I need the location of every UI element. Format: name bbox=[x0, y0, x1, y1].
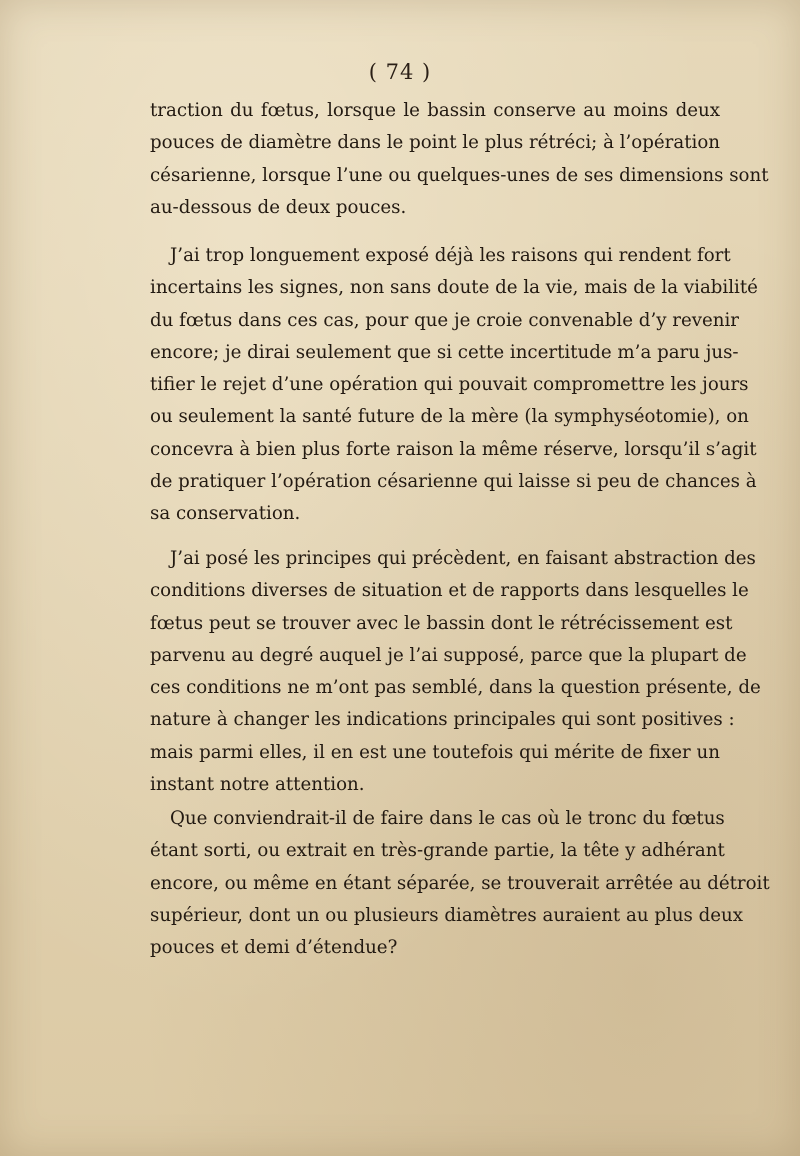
text-line: concevra à bien plus forte raison la même réserve, lorsqu’il s’agit bbox=[150, 438, 757, 460]
text-line: encore, ou même en étant séparée, se trouverait arrêtée au détroit bbox=[150, 872, 770, 894]
paragraph-2 bbox=[150, 240, 758, 531]
text-line: conditions diverses de situation et de rapports dans lesquelles le bbox=[150, 580, 749, 602]
text-line: de pratiquer l’opération césarienne qui laisse si peu de chances à bbox=[150, 471, 757, 493]
text-line: incertains les signes, non sans doute de la vie, mais de la viabilité bbox=[150, 277, 758, 299]
text-line: parvenu au degré auquel je l’ai supposé, parce que la plupart de bbox=[150, 644, 747, 666]
text-line: traction du fœtus, lorsque le bassin conserve au moins deux bbox=[150, 100, 720, 121]
text-line: sa conservation. bbox=[150, 503, 301, 525]
text-line: supérieur, dont un ou plusieurs diamètres auraient au plus deux bbox=[150, 904, 744, 926]
paragraph-3 bbox=[150, 543, 761, 801]
text-line: pouces et demi d’étendue? bbox=[150, 937, 398, 959]
text-line: instant notre attention. bbox=[150, 774, 365, 796]
text-line: J’ai trop longuement exposé déjà les raisons qui rendent fort bbox=[170, 245, 731, 266]
text-line: au-dessous de deux pouces. bbox=[150, 196, 407, 218]
text-line: mais parmi elles, il en est une toutefois qui mérite de fixer un bbox=[150, 741, 720, 763]
text-line: J’ai posé les principes qui précèdent, en faisant abstraction des bbox=[170, 548, 756, 569]
text-line: du fœtus dans ces cas, pour que je croie convenable d’y revenir bbox=[150, 309, 739, 331]
text-line: ou seulement la santé future de la mère (la symphyséotomie), on bbox=[150, 406, 749, 428]
text-line: Que conviendrait-il de faire dans le cas où le tronc du fœtus bbox=[170, 808, 725, 829]
paragraph-4 bbox=[150, 803, 770, 964]
text-line: fœtus peut se trouver avec le bassin dont le rétrécissement est bbox=[150, 612, 733, 634]
text-line: césarienne, lorsque l’une ou quelques-unes de ses dimensions sont bbox=[150, 164, 769, 186]
text-line: pouces de diamètre dans le point le plus rétréci; à l’opération bbox=[150, 132, 720, 154]
text-line: tifier le rejet d’une opération qui pouvait compromettre les jours bbox=[150, 374, 749, 396]
text-line: nature à changer les indications principales qui sont positives : bbox=[150, 709, 735, 731]
text-line: ces conditions ne m’ont pas semblé, dans la question présente, de bbox=[150, 677, 761, 699]
paragraph-1 bbox=[150, 95, 769, 224]
text-line: étant sorti, ou extrait en très-grande partie, la tête y adhérant bbox=[150, 840, 725, 862]
page-number: ( 74 ) bbox=[368, 60, 432, 84]
text-line: encore; je dirai seulement que si cette incertitude m’a paru jus- bbox=[150, 341, 739, 363]
